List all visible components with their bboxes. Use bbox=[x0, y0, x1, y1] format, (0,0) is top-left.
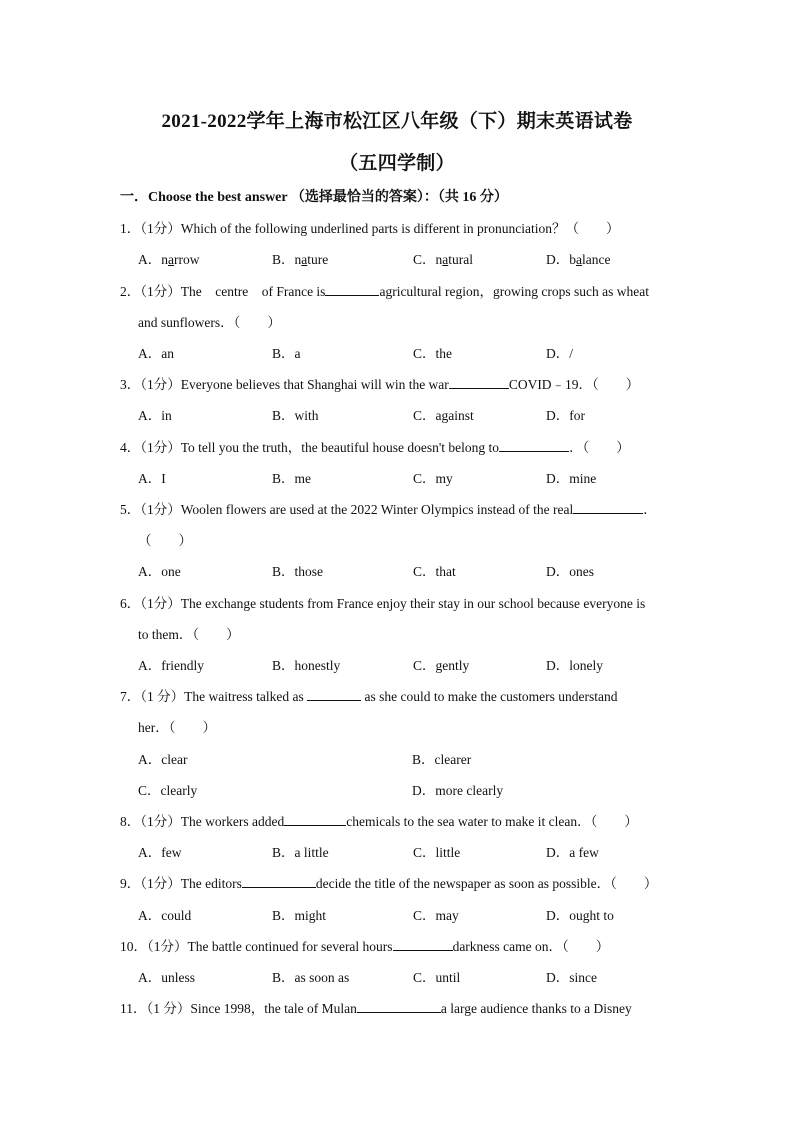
exam-subtitle: （五四学制） bbox=[339, 153, 455, 174]
option-b[interactable]: B．me bbox=[272, 471, 311, 486]
option-b[interactable]: B．those bbox=[272, 564, 324, 579]
question-number: 1． bbox=[120, 221, 141, 236]
question-4: 4．（1分）To tell you the truth，the beautiful house doesn't belong to ．（ ） bbox=[120, 440, 630, 455]
option-c[interactable]: C．against bbox=[413, 408, 474, 423]
option-d[interactable]: D．mine bbox=[546, 471, 597, 486]
option-a[interactable]: A．few bbox=[138, 845, 182, 860]
question-score: （1分） bbox=[140, 221, 181, 236]
option-d[interactable]: D．since bbox=[546, 970, 597, 985]
option-b[interactable]: B．as soon as bbox=[272, 970, 350, 985]
answer-blank[interactable] bbox=[284, 813, 346, 826]
option-c[interactable]: C．clearly bbox=[138, 783, 198, 798]
question-7-options-row2 bbox=[138, 779, 678, 799]
answer-blank[interactable] bbox=[242, 875, 316, 888]
section-heading: 一．Choose the best answer （选择最恰当的答案）：（共 16 分） bbox=[120, 190, 508, 205]
option-c[interactable]: C．natural bbox=[413, 252, 474, 267]
option-a[interactable]: A．one bbox=[138, 564, 181, 579]
option-c[interactable]: C．little bbox=[413, 845, 461, 860]
question-6-options bbox=[138, 654, 678, 674]
question-10-options bbox=[138, 966, 678, 986]
option-a[interactable]: A．in bbox=[138, 408, 172, 423]
question-5: 5．（1分）Woolen flowers are used at the 2022 Winter Olympics instead of the real ． bbox=[120, 502, 657, 517]
option-d[interactable]: D．balance bbox=[546, 252, 611, 267]
option-c[interactable]: C．may bbox=[413, 908, 459, 923]
option-c[interactable]: C．until bbox=[413, 970, 461, 985]
option-a[interactable]: A．unless bbox=[138, 970, 195, 985]
option-d[interactable]: D．for bbox=[546, 408, 585, 423]
question-1-options bbox=[138, 248, 678, 268]
option-c[interactable]: C．that bbox=[413, 564, 456, 579]
option-d[interactable]: D．a few bbox=[546, 845, 599, 860]
question-2: 2．（1分）The centre of France is agricultural region，growing crops such as wheat bbox=[120, 284, 649, 299]
option-d[interactable]: D．ones bbox=[546, 564, 594, 579]
answer-blank[interactable] bbox=[499, 439, 569, 452]
option-c[interactable]: C．my bbox=[413, 471, 453, 486]
option-c[interactable]: C．gently bbox=[413, 658, 470, 673]
option-b[interactable]: B．with bbox=[272, 408, 319, 423]
question-3-options bbox=[138, 404, 678, 424]
option-b[interactable]: B．might bbox=[272, 908, 327, 923]
option-d[interactable]: D．more clearly bbox=[412, 783, 504, 798]
question-6: 6．（1分）The exchange students from France enjoy their stay in our school because everyone is bbox=[120, 596, 646, 611]
question-10: 10．（1分）The battle continued for several hours darkness came on．（ ） bbox=[120, 939, 610, 954]
question-5-continued: （ ） bbox=[138, 533, 192, 548]
option-a[interactable]: A．an bbox=[138, 346, 174, 361]
question-5-options bbox=[138, 560, 678, 580]
option-a[interactable]: A．narrow bbox=[138, 252, 200, 267]
option-b[interactable]: B．clearer bbox=[412, 752, 472, 767]
question-2-options bbox=[138, 342, 678, 362]
answer-blank[interactable] bbox=[393, 938, 453, 951]
option-b[interactable]: B．honestly bbox=[272, 658, 341, 673]
question-4-options bbox=[138, 467, 678, 487]
question-1 bbox=[120, 217, 676, 237]
question-9-options bbox=[138, 904, 678, 924]
option-a[interactable]: A．friendly bbox=[138, 658, 204, 673]
answer-blank[interactable] bbox=[307, 688, 361, 701]
question-3: 3．（1分）Everyone believes that Shanghai will win the war COVID﹣19．（ ） bbox=[120, 377, 640, 392]
question-8-options bbox=[138, 841, 678, 861]
option-a[interactable]: A．could bbox=[138, 908, 192, 923]
answer-blank[interactable] bbox=[357, 1000, 441, 1013]
option-a[interactable]: A．I bbox=[138, 471, 166, 486]
answer-blank[interactable] bbox=[325, 283, 379, 296]
question-9: 9．（1分）The editors decide the title of the newspaper as soon as possible．（ ） bbox=[120, 876, 658, 891]
option-a[interactable]: A．clear bbox=[138, 752, 188, 767]
question-11: 11．（1 分）Since 1998，the tale of Mulan a large audience thanks to a Disney bbox=[120, 1001, 632, 1016]
option-b[interactable]: B．a bbox=[272, 346, 301, 361]
question-8: 8．（1分）The workers added chemicals to the sea water to make it clean．（ ） bbox=[120, 814, 638, 829]
option-c[interactable]: C．the bbox=[413, 346, 452, 361]
question-7-options-row1 bbox=[138, 748, 678, 768]
option-d[interactable]: D．lonely bbox=[546, 658, 603, 673]
option-b[interactable]: B．a little bbox=[272, 845, 329, 860]
question-text: Which of the following underlined parts is different in pronunciation？（ ） bbox=[180, 221, 620, 236]
option-b[interactable]: B．nature bbox=[272, 252, 329, 267]
question-6-continued: to them．（ ） bbox=[138, 627, 240, 642]
exam-title: 2021-2022学年上海市松江区八年级（下）期末英语试卷 bbox=[161, 111, 633, 132]
answer-blank[interactable] bbox=[449, 376, 509, 389]
option-d[interactable]: D．ought to bbox=[546, 908, 614, 923]
answer-blank[interactable] bbox=[573, 501, 643, 514]
question-2-continued: and sunflowers．（ ） bbox=[138, 315, 281, 330]
question-7-continued: her．（ ） bbox=[138, 720, 216, 735]
question-7: 7．（1 分）The waitress talked as as she could to make the customers understand bbox=[120, 689, 618, 704]
option-d[interactable]: D．/ bbox=[546, 346, 573, 361]
